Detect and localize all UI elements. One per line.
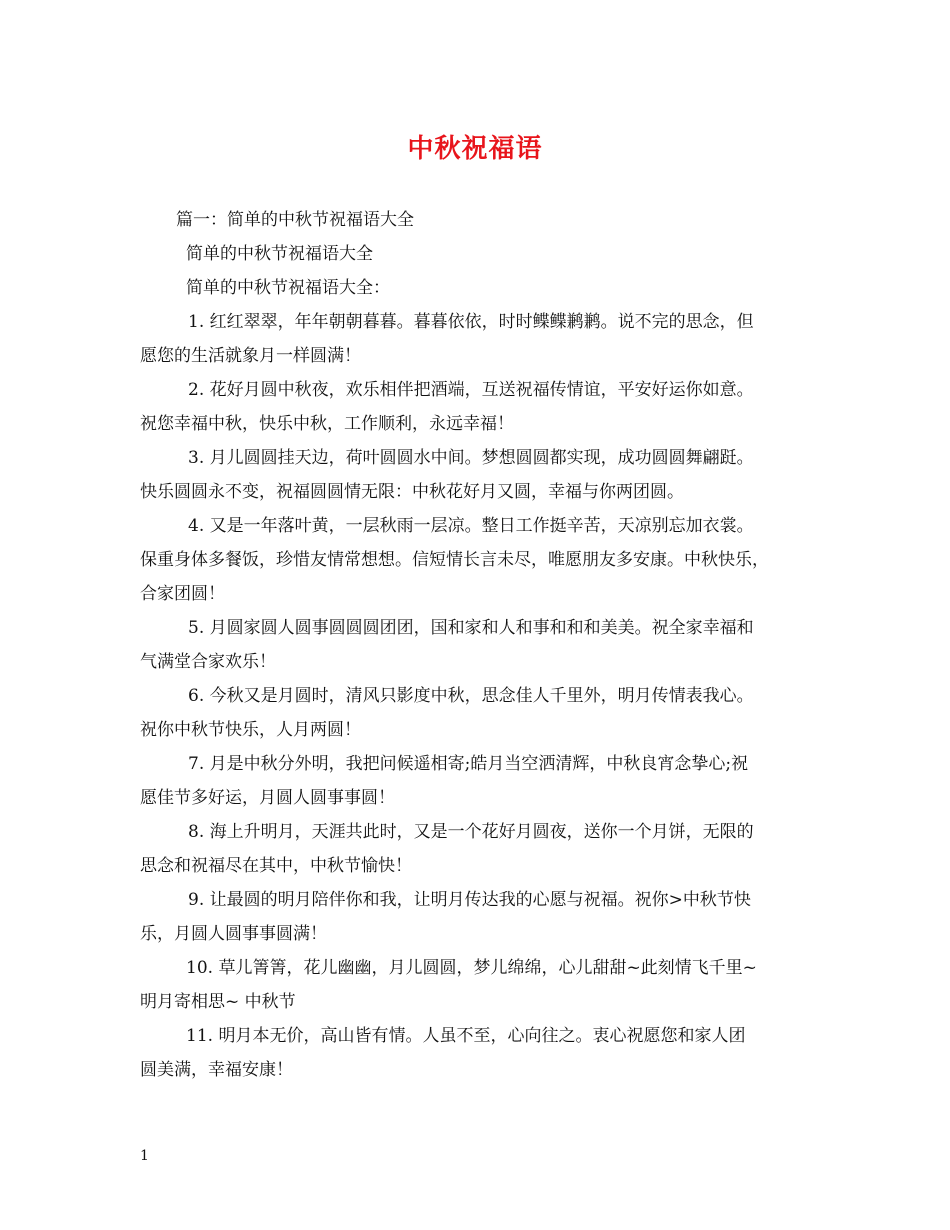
- subheading: 简单的中秋节祝福语大全: [186, 244, 373, 264]
- document-body: [140, 203, 814, 1087]
- item-line: 8. 海上升明月，天涯共此时，又是一个花好月圆夜，送你一个月饼，无限的: [188, 822, 754, 842]
- item-line: 1. 红红翠翠，年年朝朝暮暮。暮暮依依，时时鲽鲽鹣鹣。说不完的思念，但: [188, 312, 754, 332]
- item-line: 快乐圆圆永不变，祝福圆圆情无限：中秋花好月又圆，幸福与你两团圆。: [140, 482, 684, 502]
- list-item: [140, 305, 814, 373]
- item-line: 思念和祝福尽在其中，中秋节愉快！: [140, 856, 412, 876]
- item-line: 愿佳节多好运，月圆人圆事事圆！: [140, 788, 395, 808]
- item-line: 7. 月是中秋分外明，我把问候遥相寄;皓月当空洒清辉，中秋良宵念挚心;祝: [188, 754, 749, 774]
- item-line: 5. 月圆家圆人圆事圆圆圆团团，国和家和人和事和和和美美。祝全家幸福和: [188, 618, 754, 638]
- item-line: 圆美满，幸福安康！: [140, 1060, 293, 1080]
- item-line: 9. 让最圆的明月陪伴你和我，让明月传达我的心愿与祝福。祝你>中秋节快: [188, 890, 751, 910]
- list-item: [140, 611, 814, 679]
- item-line: 4. 又是一年落叶黄，一层秋雨一层凉。整日工作挺辛苦，天凉别忘加衣裳。: [188, 516, 754, 536]
- item-line: 11. 明月本无价，高山皆有情。人虽不至，心向往之。衷心祝愿您和家人团: [186, 1026, 746, 1046]
- list-item: [140, 441, 814, 509]
- item-line: 愿您的生活就象月一样圆满！: [140, 346, 361, 366]
- item-line: 10. 草儿箐箐，花儿幽幽，月儿圆圆，梦儿绵绵，心儿甜甜~此刻情飞千里~: [186, 958, 757, 978]
- list-item: [140, 1019, 814, 1087]
- item-line: 祝您幸福中秋，快乐中秋，工作顺利，永远幸福！: [140, 414, 514, 434]
- list-intro: 简单的中秋节祝福语大全：: [186, 278, 390, 298]
- section-heading: 篇一：简单的中秋节祝福语大全: [176, 210, 414, 230]
- document-title: 中秋祝福语: [407, 134, 543, 164]
- item-line: 明月寄相思~ 中秋节: [140, 992, 296, 1012]
- list-item: [140, 883, 814, 951]
- item-line: 气满堂合家欢乐！: [140, 652, 276, 672]
- item-line: 合家团圆！: [140, 584, 225, 604]
- list-item: [140, 373, 814, 441]
- list-item: [140, 747, 814, 815]
- list-item: [140, 509, 814, 611]
- item-line: 3. 月儿圆圆挂天边，荷叶圆圆水中间。梦想圆圆都实现，成功圆圆舞翩跹。: [188, 448, 754, 468]
- item-line: 祝你中秋节快乐，人月两圆！: [140, 720, 361, 740]
- list-item: [140, 815, 814, 883]
- list-item: [140, 951, 814, 1019]
- item-line: 6. 今秋又是月圆时，清风只影度中秋，思念佳人千里外，明月传情表我心。: [188, 686, 754, 706]
- page-number: 1: [140, 1148, 149, 1164]
- item-line: 乐，月圆人圆事事圆满！: [140, 924, 327, 944]
- item-line: 保重身体多餐饭，珍惜友情常想想。信短情长言未尽，唯愿朋友多安康。中秋快乐，: [140, 550, 769, 570]
- list-item: [140, 679, 814, 747]
- item-line: 2. 花好月圆中秋夜，欢乐相伴把酒端，互送祝福传情谊，平安好运你如意。: [188, 380, 754, 400]
